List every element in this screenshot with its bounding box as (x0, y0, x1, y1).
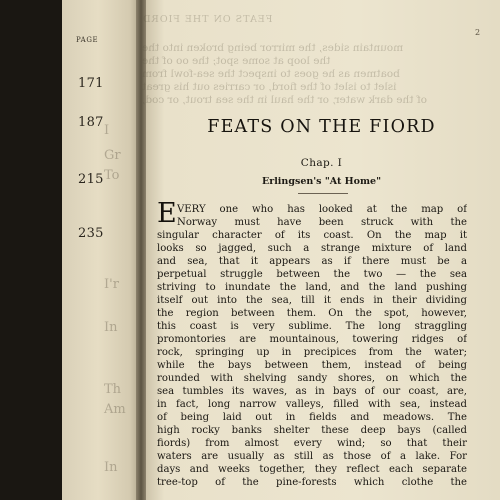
bleed-through-region (142, 10, 492, 110)
toc-page-number: 215 (78, 172, 104, 187)
body-text-line: rounded with shelving sandy shores, on which the (157, 373, 467, 384)
toc-page-number: 187 (78, 115, 104, 130)
body-text-line: and sea, that it appears as if there must be a (157, 256, 467, 267)
body-text-line: striving to inundate the land, and the land pushing (157, 282, 467, 293)
body-text-line: this coast is very sublime. The long straggling (157, 321, 467, 332)
body-text-line: tree-top of the pine-forests which clothe the (157, 477, 467, 488)
bleed-through-fragment: In (104, 460, 118, 475)
heading-rule (298, 193, 348, 194)
body-text-line: Norway must have been struck with the (177, 217, 467, 228)
bleed-through-line: mountain sides, the mirror being broken into the (142, 42, 404, 54)
body-text-line: days and weeks together, they reflect each separate (157, 464, 467, 475)
body-text-line: perpetual struggle between the two — the sea (157, 269, 467, 280)
book-title: FEATS ON THE FIORD (207, 117, 436, 137)
body-text-line: sea tumbles its waves, as in bays of our coast, are, (157, 386, 467, 397)
bleed-through-line: islet to islet of the fiord, or carries out his great (142, 81, 397, 93)
body-text-line: singular character of its coast. On the map it (157, 230, 467, 241)
bleed-through-fragment: I (104, 123, 110, 138)
bleed-through-line: boatmen as he goes to inspect the sea-fowl from (142, 68, 400, 80)
bleed-through-fragment: In (104, 320, 118, 335)
body-text-line: fiords) from almost every wind; so that their (157, 438, 467, 449)
body-text-line: itself out into the sea, till it ends in their dividing (157, 295, 467, 306)
bleed-through-fragment: I'r (104, 277, 119, 292)
body-text-line: rock, springing up in precipices from the water; (157, 347, 467, 358)
bleed-through-fragment: Gr (104, 148, 121, 163)
toc-page-number: 235 (78, 226, 104, 241)
body-text-line: waters are usually as still as those of a lake. For (157, 451, 467, 462)
chapter-subtitle: Erlingsen's "At Home" (261, 176, 382, 187)
body-text-line: looks so jagged, such a strange mixture of land (157, 243, 467, 254)
page-number: 2 (475, 28, 481, 37)
body-text-line: of being laid out in fields and meadows. The (157, 412, 467, 423)
body-text-line: the region between them. On the spot, however, (157, 308, 467, 319)
drop-cap: E (157, 198, 177, 229)
left-page (62, 0, 142, 500)
toc-page-number: 171 (78, 76, 104, 91)
bleed-through-fragment: Am (104, 402, 126, 417)
body-text-line: high rocky banks shelter these deep bays (called (157, 425, 467, 436)
bleed-through-line: the loop at some spot; the oo of the (142, 55, 331, 67)
bleed-through-fragment: Th (104, 382, 122, 397)
body-text-line: VERY one who has looked at the map of (177, 204, 467, 215)
bleed-through-line: of the dark water, or the haul in the sea trout, or cod, (142, 94, 428, 106)
bleed-through-header: FEATS ON THE FIORD (142, 14, 273, 25)
body-text-line: promontories are mountainous, towering ridges of (157, 334, 467, 345)
body-text-line: while the bays between them, instead of being (157, 360, 467, 371)
toc-page-heading: PAGE (76, 36, 99, 44)
chapter-heading: Chap. I (300, 157, 343, 169)
bleed-through-fragment: To (104, 168, 120, 183)
body-text-line: in fact, long narrow valleys, filled with sea, instead (157, 399, 467, 410)
